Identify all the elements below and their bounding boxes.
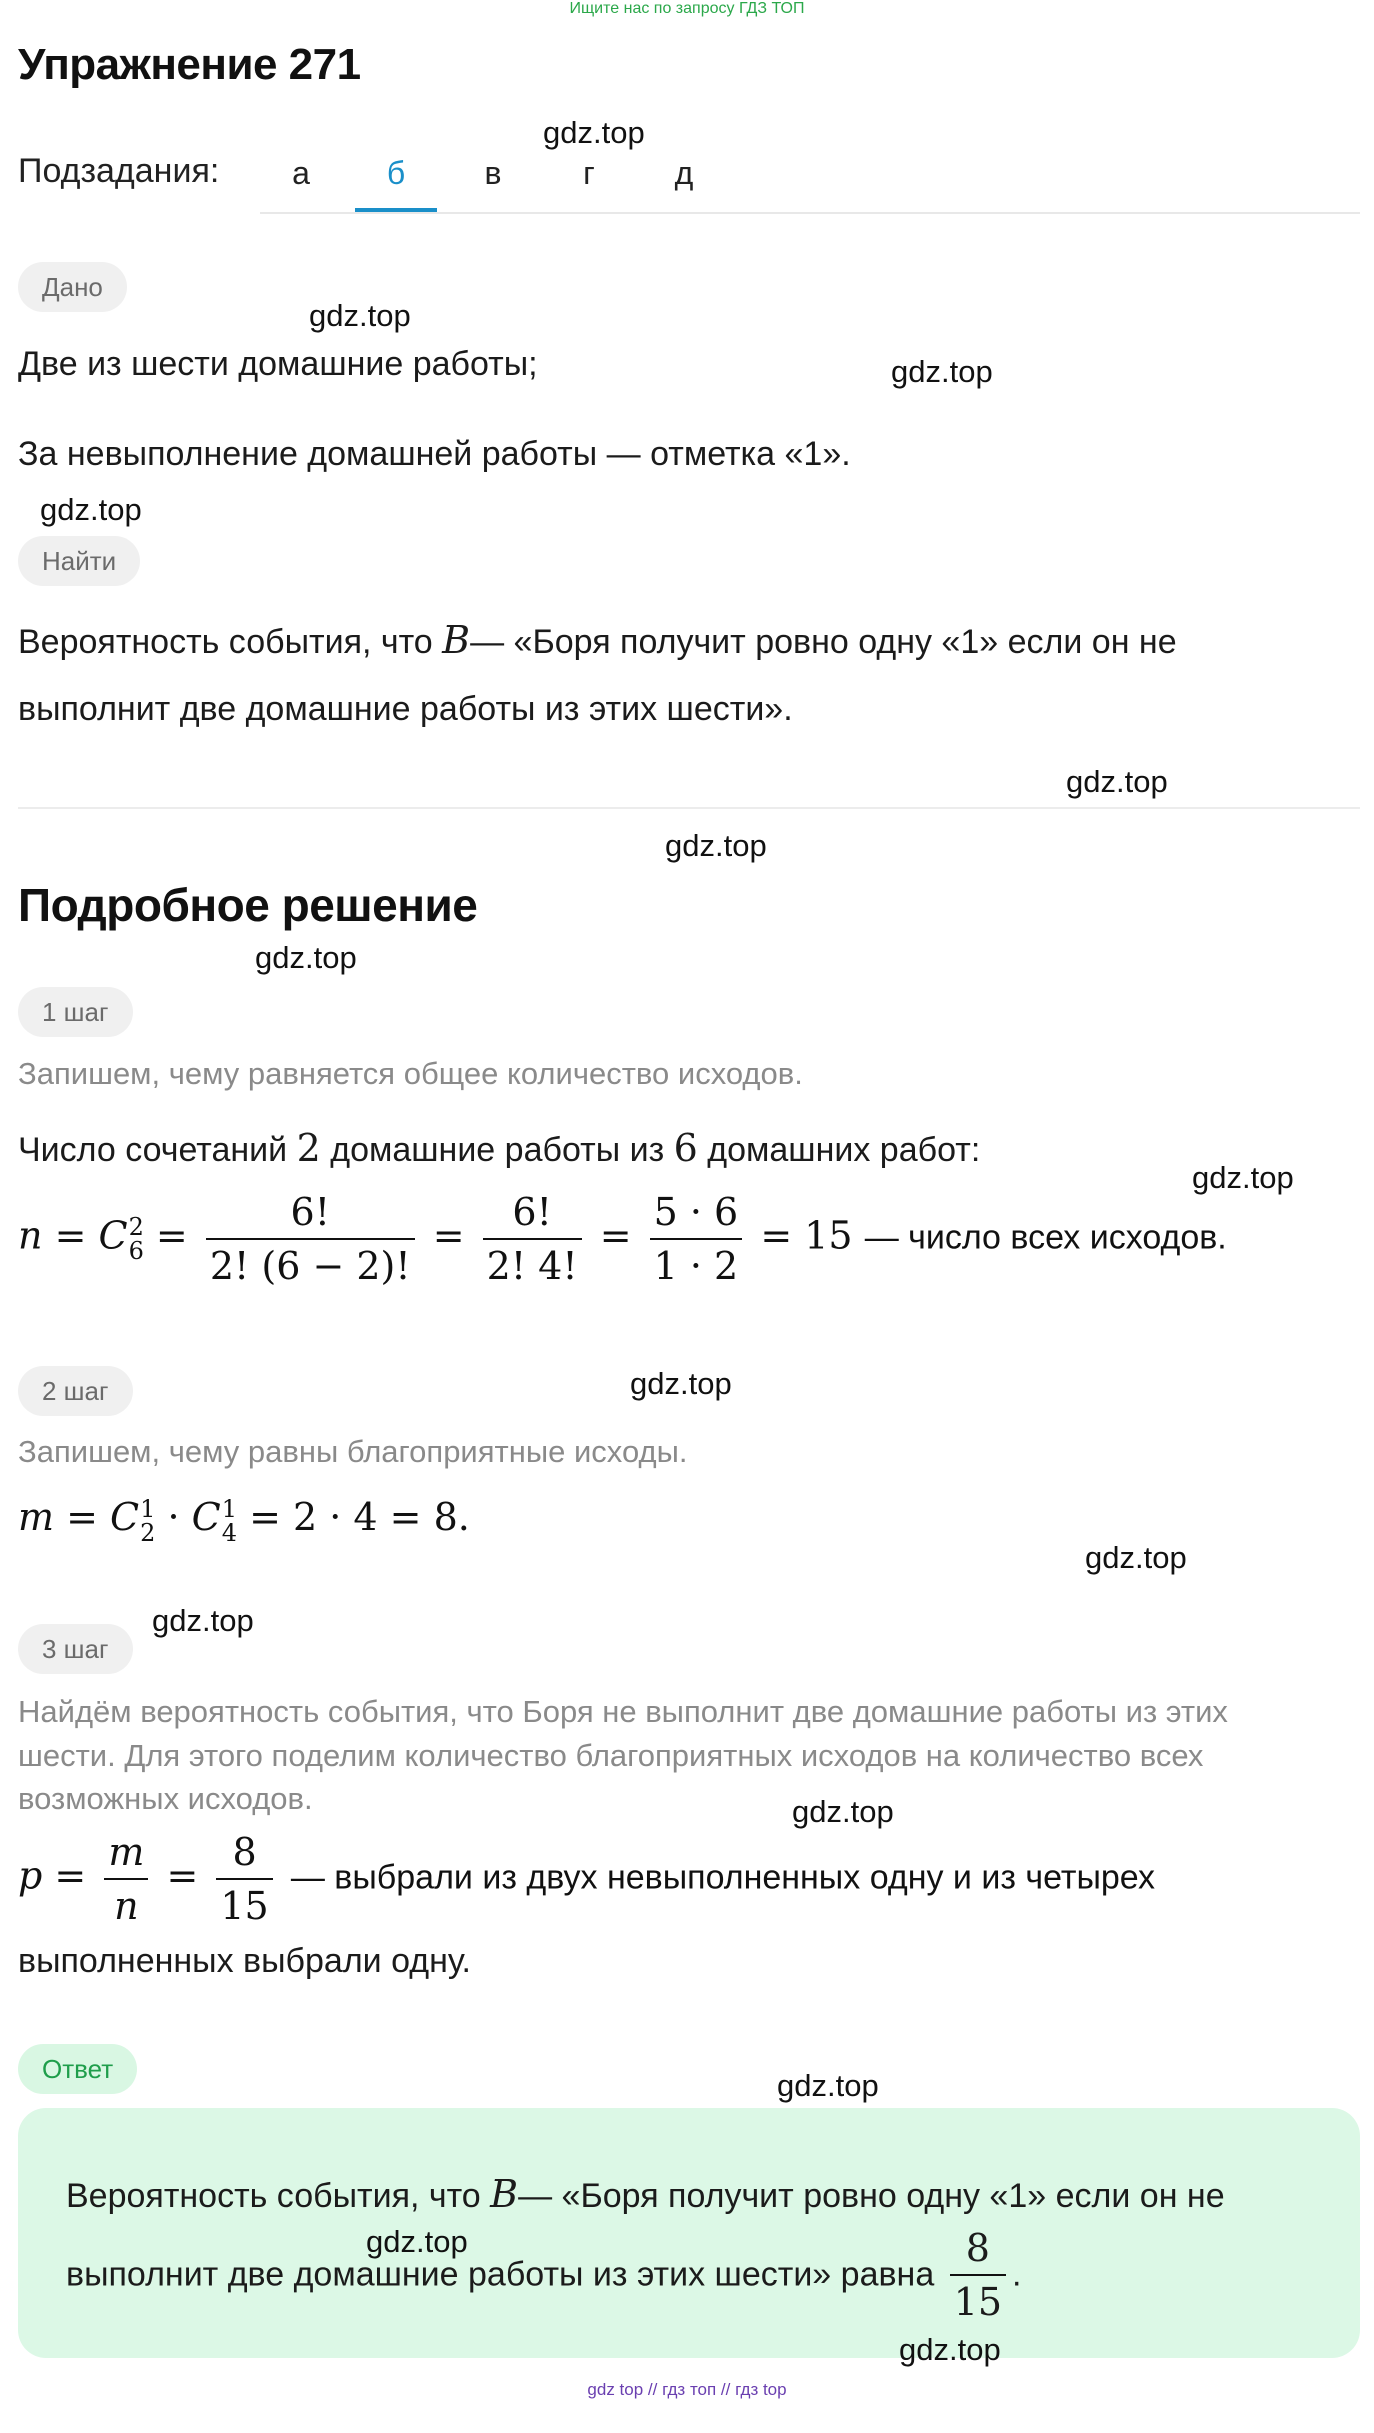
step-3-text-2: выполненных выбрали одну.: [18, 1942, 471, 1980]
watermark: gdz.top: [152, 1603, 254, 1638]
watermark: gdz.top: [255, 940, 357, 975]
given-line-2: За невыполнение домашней работы — отметка «1».: [18, 435, 851, 473]
watermark: gdz.top: [1066, 764, 1168, 799]
step-1-n: 6: [673, 1126, 698, 1170]
step-3-text-1: — выбрали из двух невыполненных одну и из четырех: [290, 1858, 1155, 1897]
watermark: gdz.top: [792, 1794, 894, 1829]
step-3-hint-3: возможных исходов.: [18, 1781, 313, 1816]
tab-d[interactable]: д: [674, 155, 694, 191]
answer-event-variable: B: [490, 2172, 519, 2216]
step-1-text: [18, 1126, 980, 1170]
top-banner: Ищите нас по запросу ГДЗ ТОП: [569, 0, 805, 17]
footer-links: gdz top // гдз топ // гдз top: [587, 2380, 787, 2399]
step-1-hint: Запишем, чему равняется общее количество исходов.: [18, 1056, 803, 1091]
favorable-value: 8: [433, 1495, 458, 1539]
watermark: gdz.top: [1085, 1540, 1187, 1575]
step-1-text-suffix: домашних работ:: [707, 1131, 981, 1169]
step-2-hint: Запишем, чему равны благоприятные исходы.: [18, 1434, 688, 1469]
given-badge: Дано: [18, 262, 127, 312]
watermark: gdz.top: [899, 2332, 1001, 2367]
step-1-k: 2: [296, 1126, 321, 1170]
watermark: gdz.top: [630, 1366, 732, 1401]
step-1-text-prefix: Число сочетаний: [18, 1131, 288, 1169]
answer-prefix: Вероятность события, что: [66, 2177, 481, 2215]
answer-badge: Ответ: [18, 2044, 137, 2094]
tab-a[interactable]: а: [292, 155, 310, 191]
find-suffix: — «Боря получит ровно одну «1» если он не: [470, 623, 1177, 661]
answer-line-2: выполнит две домашние работы из этих шести» равна $\frac{8}{15}$ .: [66, 2226, 1022, 2324]
watermark: gdz.top: [366, 2224, 468, 2259]
solution-heading: Подробное решение: [18, 879, 478, 931]
step-2-badge: 2 шаг: [18, 1366, 133, 1416]
answer-numerator: 8: [950, 2226, 1006, 2276]
answer-line-1: [66, 2172, 1225, 2216]
probability-formula: p = $\frac{m}{n}$ = $\frac{8}{15}$ — выбрали из двух невыполненных одну и из четырех: [18, 1830, 1155, 1928]
answer-denominator: 15: [953, 2280, 1003, 2324]
probability-numerator: 8: [216, 1830, 272, 1880]
given-line-1: Две из шести домашние работы;: [18, 345, 538, 383]
find-line-1: [18, 618, 1177, 662]
favorable-formula: m = C 1 2 · C 1 4 = 2 · 4 = 8.: [18, 1494, 470, 1547]
step-3-hint-1: Найдём вероятность события, что Боря не выполнит две домашние работы из этих: [18, 1694, 1228, 1729]
total-outcomes-value: 15: [804, 1213, 853, 1258]
subtasks-label: Подзадания:: [18, 152, 220, 190]
answer-suffix: — «Боря получит ровно одну «1» если он не: [518, 2177, 1225, 2215]
watermark: gdz.top: [665, 828, 767, 863]
combination-formula: n = C 2 6 = $\frac{6!}{2! (6 - 2)!}$ = $\frac{6!}{2! 4!}$ = $\frac{5 \cdot 6}{1 \cdot 2}$ = 15 — число всех исходов.: [18, 1190, 1227, 1288]
probability-denominator: 15: [220, 1884, 269, 1928]
watermark: gdz.top: [891, 354, 993, 389]
tab-b[interactable]: б: [355, 140, 437, 212]
answer-line-2-text: выполнит две домашние работы из этих шести» равна: [66, 2255, 935, 2294]
watermark: gdz.top: [309, 298, 411, 333]
watermark: gdz.top: [777, 2068, 879, 2103]
section-divider: [18, 807, 1360, 809]
watermark: gdz.top: [1192, 1160, 1294, 1195]
watermark: gdz.top: [40, 492, 142, 527]
tab-v[interactable]: в: [484, 155, 502, 191]
find-prefix: Вероятность события, что: [18, 623, 433, 661]
tab-g[interactable]: г: [583, 155, 595, 191]
step-1-text-mid: домашние работы из: [330, 1131, 665, 1169]
watermark: gdz.top: [543, 115, 645, 150]
find-badge: Найти: [18, 536, 140, 586]
find-line-2: выполнит две домашние работы из этих шести».: [18, 690, 793, 728]
step-3-hint-2: шести. Для этого поделим количество благоприятных исходов на количество всех: [18, 1738, 1204, 1773]
total-outcomes-text: — число всех исходов.: [864, 1218, 1227, 1257]
step-3-badge: 3 шаг: [18, 1624, 133, 1674]
event-variable: B: [442, 618, 471, 662]
page-title: Упражнение 271: [18, 40, 361, 89]
step-1-badge: 1 шаг: [18, 987, 133, 1037]
subtask-tabs: [260, 140, 1360, 214]
